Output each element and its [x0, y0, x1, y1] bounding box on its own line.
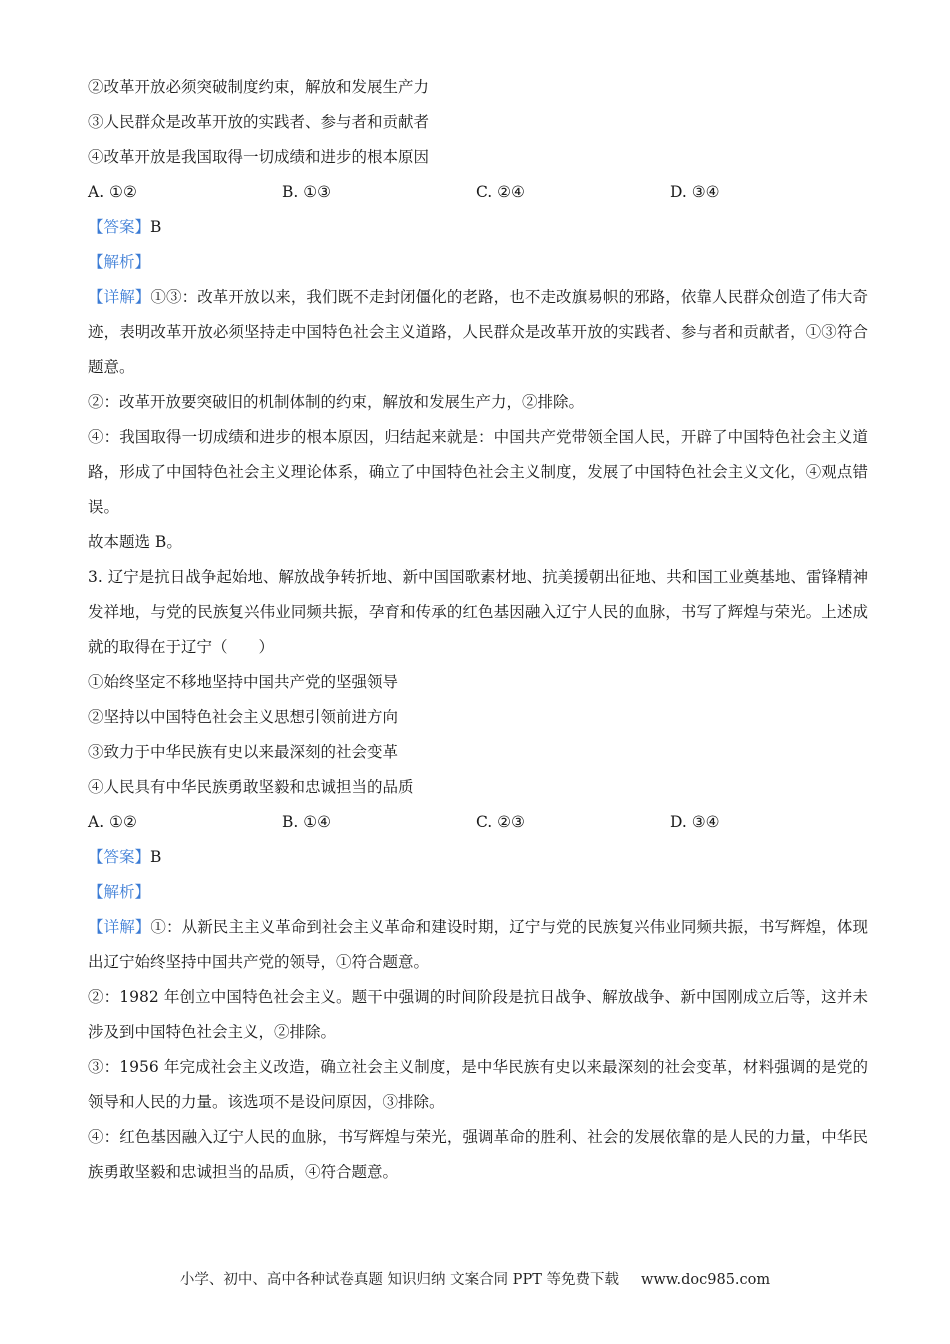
q3-detail-1-text: ①：从新民主主义革命到社会主义革命和建设时期，辽宁与党的民族复兴伟业同频共振，书写辉煌，体现出辽宁始终坚持中国共产党的领导，①符合题意。 — [88, 918, 868, 971]
q2-choice-d: D. ③④ — [670, 183, 720, 201]
footer-url[interactable]: www.doc985.com — [640, 1272, 771, 1288]
q3-detail-label: 【详解】 — [88, 918, 151, 936]
document-page — [88, 70, 868, 1190]
q3-choices — [88, 805, 868, 840]
q3-choice-d: D. ③④ — [670, 813, 720, 831]
q3-analysis — [88, 875, 868, 910]
q3-answer-value: B — [150, 848, 162, 866]
q2-choice-b: B. ①③ — [282, 183, 332, 201]
q3-choice-b: B. ①④ — [282, 813, 332, 831]
q2-detail-1 — [88, 280, 868, 385]
q2-detail-1-text: ①③：改革开放以来，我们既不走封闭僵化的老路，也不走改旗易帜的邪路，依靠人民群众创造了伟大奇迹，表明改革开放必须坚持走中国特色社会主义道路，人民群众是改革开放的实践者、参与者和贡献者，①③符合题意。 — [88, 288, 868, 376]
q2-option-4: ④改革开放是我国取得一切成绩和进步的根本原因 — [88, 148, 430, 166]
q3-option-3: ③致力于中华民族有史以来最深刻的社会变革 — [88, 743, 399, 761]
page-footer — [0, 1268, 950, 1289]
q2-detail-3: ④：我国取得一切成绩和进步的根本原因，归结起来就是：中国共产党带领全国人民，开辟了中国特色社会主义道路，形成了中国特色社会主义理论体系，确立了中国特色社会主义制度，发展了中国特色社会主义文化，④观点错误。 — [88, 428, 868, 516]
q3-option-1: ①始终坚定不移地坚持中国共产党的坚强领导 — [88, 673, 399, 691]
q2-analysis — [88, 245, 868, 280]
q2-answer-value: B — [150, 218, 162, 236]
footer-text: 小学、初中、高中各种试卷真题 知识归纳 文案合同 PPT 等免费下载 — [179, 1272, 619, 1288]
q3-detail-4: ④：红色基因融入辽宁人民的血脉，书写辉煌与荣光，强调革命的胜利、社会的发展依靠的是人民的力量，中华民族勇敢坚毅和忠诚担当的品质，④符合题意。 — [88, 1128, 868, 1181]
q2-choices — [88, 175, 868, 210]
q3-analysis-label: 【解析】 — [88, 883, 151, 901]
q3-detail-2: ②：1982 年创立中国特色社会主义。题干中强调的时间阶段是抗日战争、解放战争、新中国刚成立后等，这并未涉及到中国特色社会主义，②排除。 — [88, 988, 868, 1041]
q3-answer — [88, 840, 868, 875]
q2-choice-a: A. ①② — [88, 183, 137, 201]
q2-choice-c: C. ②④ — [476, 183, 525, 201]
q3-choice-a: A. ①② — [88, 813, 137, 831]
q2-detail-label: 【详解】 — [88, 288, 151, 306]
q3-choice-c: C. ②③ — [476, 813, 525, 831]
q3-stem: 3. 辽宁是抗日战争起始地、解放战争转折地、新中国国歌素材地、抗美援朝出征地、共和国工业奠基地、雷锋精神发祥地，与党的民族复兴伟业同频共振，孕育和传承的红色基因融入辽宁人民的血脉，书写了辉煌与荣光。上述成就的取得在于辽宁（ ） — [88, 568, 868, 656]
q2-analysis-label: 【解析】 — [88, 253, 151, 271]
q3-option-4: ④人民具有中华民族勇敢坚毅和忠诚担当的品质 — [88, 778, 414, 796]
q3-answer-label: 【答案】 — [88, 848, 151, 866]
q2-answer-label: 【答案】 — [88, 218, 151, 236]
q3-option-2: ②坚持以中国特色社会主义思想引领前进方向 — [88, 708, 399, 726]
q2-conclusion: 故本题选 B。 — [88, 533, 182, 551]
q2-option-3: ③人民群众是改革开放的实践者、参与者和贡献者 — [88, 113, 430, 131]
q3-detail-1 — [88, 910, 868, 980]
q3-detail-3: ③：1956 年完成社会主义改造，确立社会主义制度，是中华民族有史以来最深刻的社会变革，材料强调的是党的领导和人民的力量。该选项不是设问原因，③排除。 — [88, 1058, 868, 1111]
q2-option-2: ②改革开放必须突破制度约束，解放和发展生产力 — [88, 78, 430, 96]
q2-answer — [88, 210, 868, 245]
q2-detail-2: ②：改革开放要突破旧的机制体制的约束，解放和发展生产力，②排除。 — [88, 393, 585, 411]
